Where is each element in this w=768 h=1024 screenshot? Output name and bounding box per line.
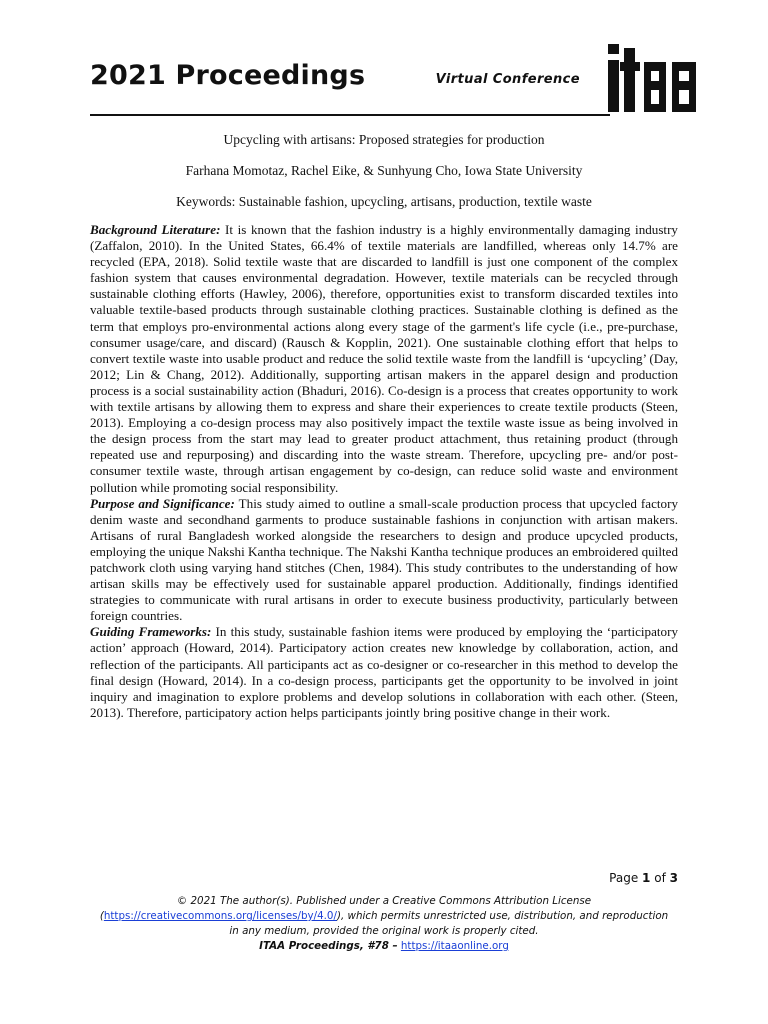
section-heading: Purpose and Significance: (90, 495, 235, 511)
footer-line-2-rest: ), which permits unrestricted use, distribution, and reproduction (336, 910, 669, 922)
proceedings-title: 2021 Proceedings (90, 60, 366, 91)
section-heading: Background Literature: (90, 222, 221, 237)
proceedings-header (90, 58, 610, 116)
paper-keywords: Keywords: Sustainable fashion, upcycling, artisans, production, textile waste (176, 194, 592, 209)
footer-line-4 (60, 939, 708, 954)
paper-title: Upcycling with artisans: Proposed strategies for production (223, 132, 545, 147)
itaa-logo (606, 38, 702, 114)
conference-label: Virtual Conference (435, 72, 580, 87)
paper-authors: Farhana Momotaz, Rachel Eike, & Sunhyung Cho, Iowa State University (185, 163, 583, 178)
footer-line-1: © 2021 The author(s). Published under a Creative Commons Attribution License (176, 895, 592, 907)
page-total: 3 (669, 871, 678, 885)
footer-line-3: in any medium, provided the original work is properly cited. (229, 925, 539, 937)
page-of: of (654, 871, 666, 885)
license-link[interactable]: https://creativecommons.org/licenses/by/4.0/ (103, 910, 337, 922)
section-text: This study aimed to outline a small-scale production process that upcycled factory denim waste and secondhand garments to produce sustainable fashions in conjunction with artisan makers. Artisans of rural Bangladesh worked alongside the researchers to design and produce upcycled products, employing the unique Nakshi Kantha technique. The Nakshi Kantha technique produces an embroidered quilted patchwork cloth using varying hand stitches (Chen, 1984). This study contributes to the understanding of how artisan skills may be effectively used for sustainable apparel production. Additionally, findings identified strategies to communicate with rural artisans in order to execute business productivity, particularly between foreign countries. (90, 495, 678, 624)
section-background (90, 222, 678, 496)
page-prefix: Page (609, 871, 639, 885)
page-counter (609, 871, 678, 885)
section-text: In this study, sustainable fashion items were produced by employing the ‘participatory action’ approach (Howard, 2014). Participatory action creates new knowledge by collaboration, action, and reflection of the participants. All participants act as co-designer or co-researcher in this method to develop the final design (Howard, 2014). In a co-design process, participants get the opportunity to be involved in joint inquiry and imagination to explore problems and develop solutions in collaboration with each other. (Steen, 2013). Therefore, participatory action helps participants jointly bring positive change in their work. (90, 624, 678, 720)
section-heading: Guiding Frameworks: (90, 624, 212, 640)
section-frameworks (90, 624, 678, 721)
abstract-body (90, 222, 678, 721)
license-footer (60, 894, 708, 954)
section-purpose (90, 496, 678, 625)
section-text: It is known that the fashion industry is a highly environmentally damaging industry (Zaffalon, 2010). In the United States, 66.4% of textile materials are landfilled, whereas only 14.7% are recycled (EPA, 2018). Solid textile waste that are discarded to landfill is just one component of the complex fashion system that causes environmental degradation. However, textile materials can be recycled through sustainable clothing efforts (Hawley, 2006), therefore, opportunities exist to transform discarded textiles into valuable textile-based products through sustainable clothing practices. Sustainable clothing is defined as the term that employs pro-environmental actions along every stage of the garment's life cycle (i.e., pre-purchase, consumer usage/care, and discard) (Rausch & Kopplin, 2021). One sustainable clothing effort that helps to convert textile waste into usable product and reduce the solid textile waste from the landfill is ‘upcycling’ (Day, 2012; Lin & Chang, 2012). Additionally, supporting artisan makers in the apparel design and production process is a social sustainability action (Bhaduri, 2016). Co-design is a process that creates opportunity to work with textile artisans by allowing them to express and share their experiences to create textile products (Steen, 2013). Employing a co-design process may also positively impact the textile waste issue as being involved in the design process from the start may lead to greater product attachment, thus retaining product (through repeated use and repurposing) and discarding into the waste stream. Therefore, upcycling pre- and/or post- consumer textile waste, through artisan engagement by co-design, can reduce solid waste and environment pollution while promoting social responsibility. (90, 222, 678, 495)
paren-open: ( (99, 910, 104, 922)
footer-line-2 (60, 909, 708, 924)
proceedings-label: ITAA Proceedings, #78 – (259, 940, 398, 952)
page-current: 1 (642, 871, 651, 885)
site-link[interactable]: https://itaaonline.org (400, 940, 509, 952)
